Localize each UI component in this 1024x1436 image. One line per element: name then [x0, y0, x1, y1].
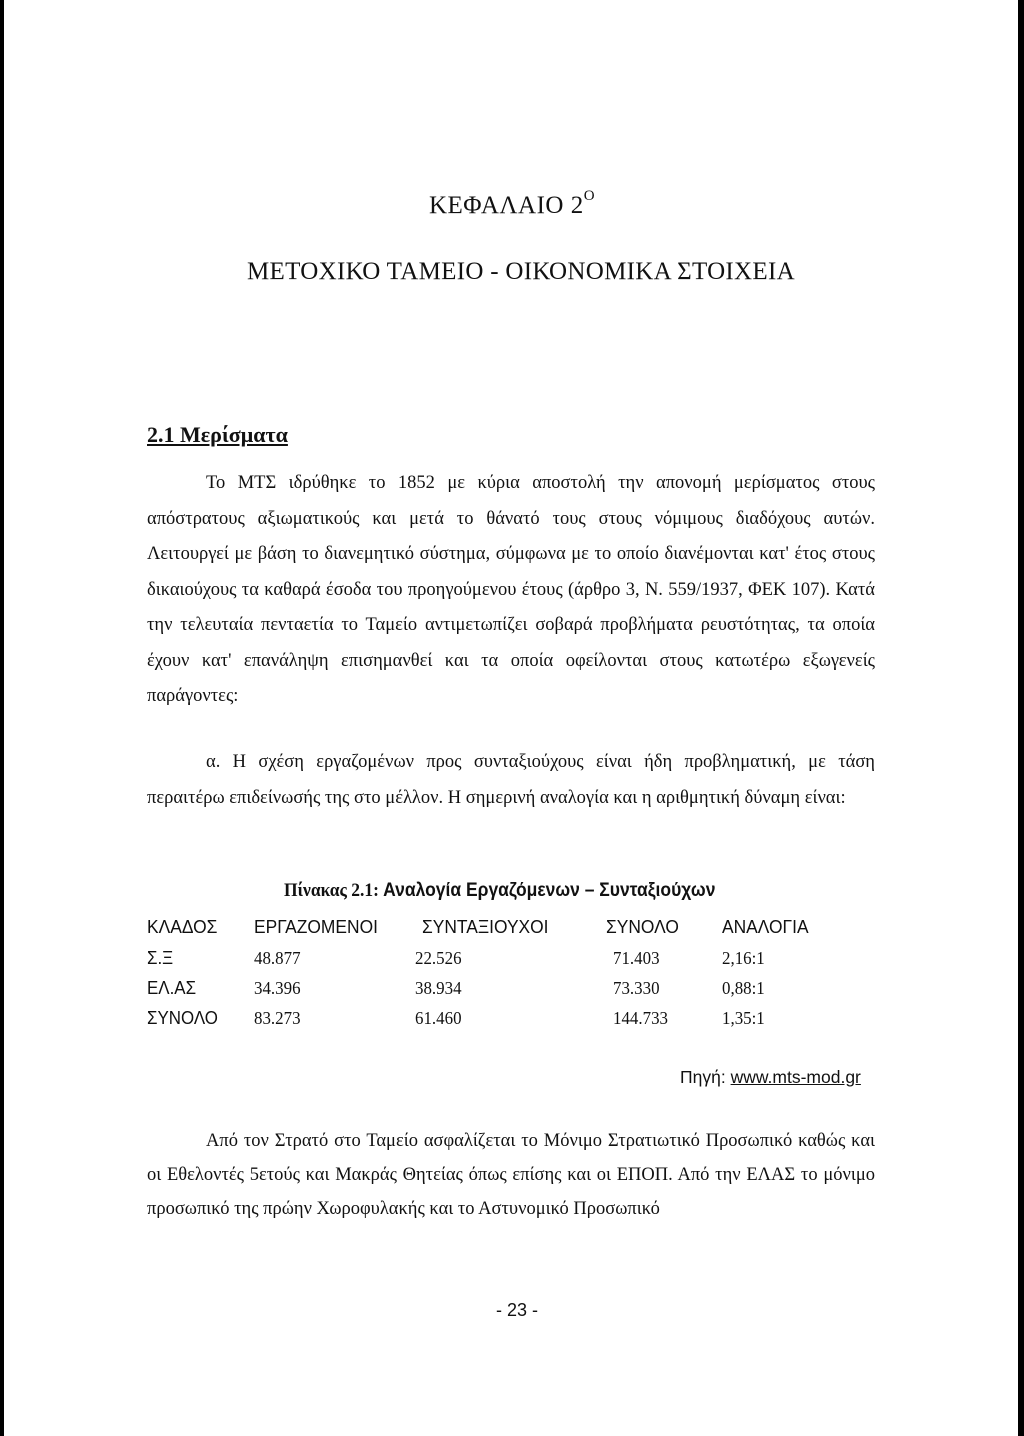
chapter-subtitle: ΜΕΤΟΧΙΚΟ ΤΑΜΕΙΟ - ΟΙΚΟΝΟΜΙΚΑ ΣΤΟΙΧΕΙΑ [247, 258, 795, 285]
table-header-cell: ΣΥΝΤΑΞΙΟΥΧΟΙ [422, 916, 549, 937]
section-heading: 2.1 Μερίσματα [147, 422, 288, 447]
table-cell: 0,88:1 [722, 978, 765, 998]
paragraph-insured: Από τον Στρατό στο Ταμείο ασφαλίζεται το Μόνιμο Στρατιωτικό Προσωπικό καθώς και οι Εθελοντές 5ετούς και Μακράς Θητείας όπως επίσης και οι ΕΠΟΠ. Από την ΕΛΑΣ το μόνιμο προσωπικό της πρώην Χωροφυλακής και το Αστυνομικό Προσωπικό [147, 1131, 875, 1219]
table-cell: 83.273 [254, 1008, 301, 1028]
table-cell: 2,16:1 [722, 948, 765, 968]
chapter-title-superscript: Ο [583, 188, 596, 204]
table-cell: 38.934 [415, 978, 462, 998]
table-cell: Σ.Ξ [147, 948, 174, 968]
paragraph-intro: Το ΜΤΣ ιδρύθηκε το 1852 με κύρια αποστολή την απονομή μερίσματος στους απόστρατους αξιωματικούς και μετά το θάνατό τους στους νόμιμους διαδόχους αυτών. Λειτουργεί με βάση το διανεμητικό σύστημα, σύμφωνα με το οποίο διανέμονται κατ' έτος στους δικαιούχους τα καθαρά έσοδα του προηγούμενου έτους (άρθρο 3, Ν. 559/1937, ΦΕΚ 107). Κατά την τελευταία πενταετία το Ταμείο αντιμετωπίζει σοβαρά προβλήματα ρευστότητας, τα οποία έχουν κατ' επανάληψη επισημανθεί και τα οποία οφείλονται στους κατωτέρω εξωγενείς παράγοντες: [147, 473, 875, 706]
table-cell: 144.733 [613, 1008, 668, 1028]
table-row [147, 1008, 887, 1038]
table-caption-text: Αναλογία Εργαζόμενων – Συνταξιούχων [383, 880, 716, 901]
table-header-cell: ΑΝΑΛΟΓΙΑ [722, 916, 809, 937]
table-header-cell: ΕΡΓΑΖΟΜΕΝΟΙ [254, 916, 378, 937]
ratio-table [147, 916, 887, 1038]
table-cell: 73.330 [613, 978, 660, 998]
table-header-row [147, 916, 887, 948]
source-label: Πηγή: [680, 1067, 726, 1087]
table-cell: 34.396 [254, 978, 301, 998]
table-cell: 1,35:1 [722, 1008, 765, 1028]
table-caption [284, 880, 715, 902]
table-cell: 61.460 [415, 1008, 462, 1028]
table-cell: ΣΥΝΟΛΟ [147, 1008, 218, 1028]
table-row [147, 948, 887, 978]
paragraph-item-a: α. Η σχέση εργαζομένων προς συνταξιούχους είναι ήδη προβληματική, με τάση περαιτέρω επιδείνωσής της στο μέλλον. Η σημερινή αναλογία και η αριθμητική δύναμη είναι: [147, 752, 875, 808]
table-cell: 71.403 [613, 948, 660, 968]
page-number: - 23 - [495, 1300, 538, 1320]
table-cell: 22.526 [415, 948, 462, 968]
table-source [680, 1067, 861, 1088]
chapter-title [0, 188, 1024, 220]
table-header-cell: ΚΛΑΔΟΣ [147, 916, 218, 937]
table-row [147, 978, 887, 1008]
table-header-cell: ΣΥΝΟΛΟ [606, 916, 679, 937]
table-cell: ΕΛ.ΑΣ [147, 978, 197, 998]
table-caption-label: Πίνακας 2.1: [284, 880, 379, 901]
chapter-title-text: ΚΕΦΑΛΑΙΟ 2 [428, 192, 584, 219]
table-cell: 48.877 [254, 948, 301, 968]
source-link[interactable]: www.mts-mod.gr [730, 1067, 861, 1087]
